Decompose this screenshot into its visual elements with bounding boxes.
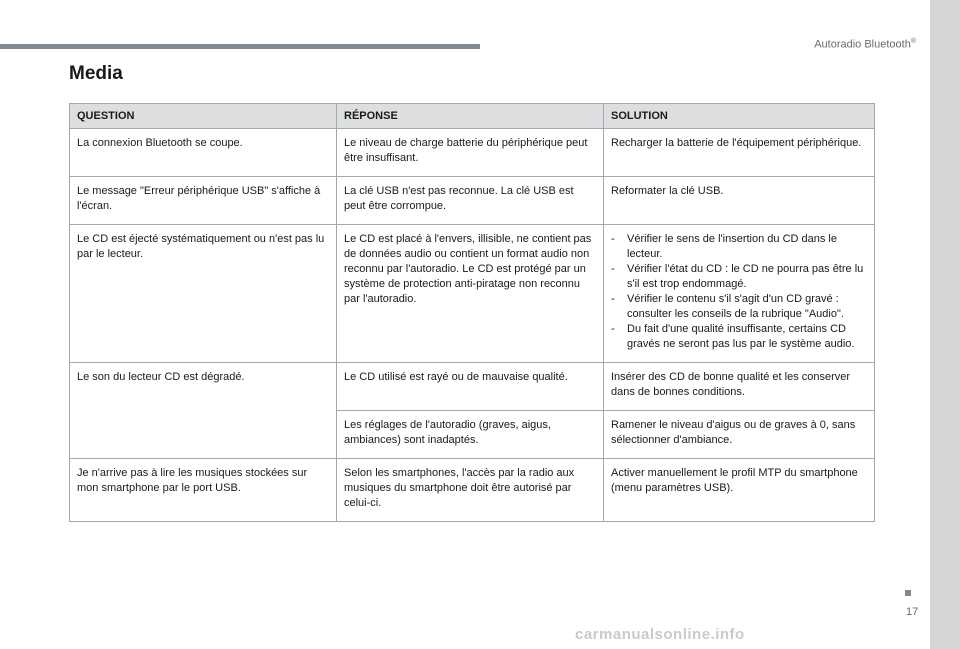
solution-cell: Recharger la batterie de l'équipement périphérique. (604, 129, 875, 177)
question-cell: Le son du lecteur CD est dégradé. (70, 363, 337, 459)
running-header (814, 38, 916, 51)
solution-list-item: - Du fait d'une qualité insuffisante, certains CD gravés ne seront pas lus par le système audio. (611, 322, 867, 352)
response-cell: Le niveau de charge batterie du périphérique peut être insuffisant. (337, 129, 604, 177)
solution-list-item: - Vérifier le sens de l'insertion du CD dans le lecteur. (611, 232, 867, 262)
column-header-solution: SOLUTION (604, 104, 875, 129)
response-cell: Les réglages de l'autoradio (graves, aigus, ambiances) sont inadaptés. (337, 411, 604, 459)
watermark: carmanualsonline.info (575, 626, 745, 643)
page-number: 17 (906, 606, 919, 618)
solution-cell: Activer manuellement le profil MTP du smartphone (menu paramètres USB). (604, 459, 875, 522)
page-side-band (930, 0, 960, 649)
question-cell: Le CD est éjecté systématiquement ou n'est pas lu par le lecteur. (70, 225, 337, 363)
question-cell: Le message "Erreur périphérique USB" s'affiche à l'écran. (70, 177, 337, 225)
response-cell: La clé USB n'est pas reconnue. La clé USB est peut être corrompue. (337, 177, 604, 225)
solution-cell: Ramener le niveau d'aigus ou de graves à 0, sans sélectionner d'ambiance. (604, 411, 875, 459)
solution-cell (604, 225, 875, 363)
solution-list-item: - Vérifier l'état du CD : le CD ne pourra pas être lu s'il est trop endommagé. (611, 262, 867, 292)
response-cell: Le CD est placé à l'envers, illisible, ne contient pas de données audio ou contient un format audio non reconnu par l'autoradio. Le CD est protégé par un système de protection anti-piratage non reconnu par l'autoradio. (337, 225, 604, 363)
running-header-title: Autoradio Bluetooth (814, 38, 911, 51)
column-header-question: QUESTION (70, 104, 337, 129)
solution-cell: Reformater la clé USB. (604, 177, 875, 225)
end-of-section-marker (905, 590, 911, 596)
response-cell: Le CD utilisé est rayé ou de mauvaise qualité. (337, 363, 604, 411)
column-header-response: RÉPONSE (337, 104, 604, 129)
response-cell: Selon les smartphones, l'accès par la radio aux musiques du smartphone doit être autorisé par celui-ci. (337, 459, 604, 522)
table-row (70, 129, 875, 177)
solution-cell: Insérer des CD de bonne qualité et les conserver dans de bonnes conditions. (604, 363, 875, 411)
solution-list-item: - Vérifier le contenu s'il s'agit d'un CD gravé : consulter les conseils de la rubrique "Audio". (611, 292, 867, 322)
table-row (70, 177, 875, 225)
question-cell: Je n'arrive pas à lire les musiques stockées sur mon smartphone par le port USB. (70, 459, 337, 522)
section-title: Media (69, 63, 123, 84)
trademark-symbol: ® (910, 38, 916, 45)
table-row (70, 459, 875, 522)
top-header-rule (0, 44, 480, 49)
solution-list (611, 232, 867, 352)
troubleshooting-table (69, 103, 875, 522)
table-header-row (70, 104, 875, 129)
table-row (70, 225, 875, 363)
table-row (70, 363, 875, 411)
question-cell: La connexion Bluetooth se coupe. (70, 129, 337, 177)
